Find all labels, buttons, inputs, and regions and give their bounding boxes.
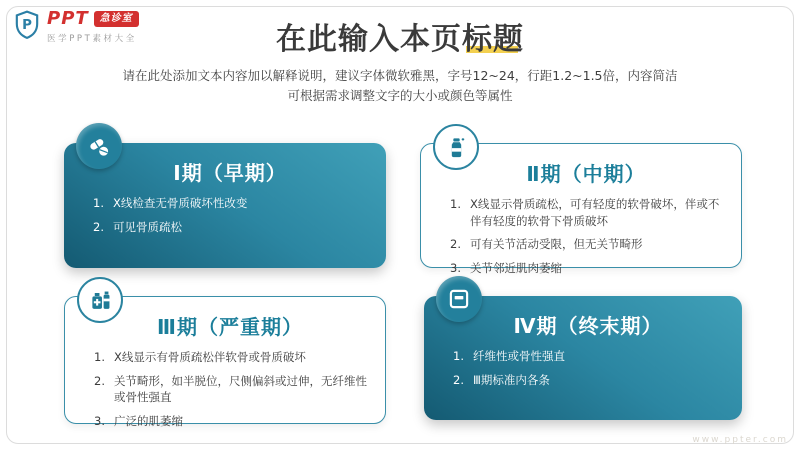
list-item: 可见骨质疏松 [113, 219, 182, 234]
list-item: 关节畸形，如半脱位，尺侧偏斜或过伸，无纤维性或骨性强直 [114, 373, 367, 405]
list-item: X线显示骨质疏松，可有轻度的软骨破坏，伴或不伴有轻度的软骨下骨质破坏 [470, 197, 720, 228]
card-item-list [91, 349, 369, 430]
medicine-bottles-icon [77, 277, 123, 323]
list-item: 纤维性或骨性强直 [473, 349, 565, 363]
page-title: 在此输入本页标题 [276, 22, 524, 57]
list-item: 广泛的肌萎缩 [114, 414, 183, 429]
stage-card-4 [424, 296, 742, 420]
medicine-bottle-icon [433, 124, 479, 170]
card-title: Ⅳ期（终末期） [513, 314, 663, 338]
subtitle-line-2: 可根据需求调整文字的大小或颜色等属性 [287, 88, 513, 103]
subtitle-line-1: 请在此处添加文本内容加以解释说明，建议字体微软雅黑，字号12~24，行距1.2~1.5倍，内容简洁 [122, 68, 678, 83]
stage-card-1 [64, 143, 386, 268]
list-item: Ⅲ期标准内各条 [473, 372, 550, 387]
watermark: www.ppter.com [692, 435, 788, 445]
pills-icon [76, 123, 122, 169]
page-subtitle [60, 66, 740, 106]
card-item-list [450, 348, 726, 388]
stage-card-3 [64, 296, 386, 429]
list-item: X线显示有骨质疏松伴软骨或骨质破坏 [114, 350, 306, 364]
pill-box-icon [436, 276, 482, 322]
logo-tagline: 医学PPT素材大全 [47, 34, 137, 44]
card-title: Ⅱ期（中期） [526, 162, 646, 186]
list-item: 关节邻近肌肉萎缩 [470, 261, 562, 276]
list-item: X线检查无骨质破坏性改变 [113, 196, 248, 210]
card-title: Ⅲ期（严重期） [157, 315, 303, 339]
logo-brand: PPT [47, 8, 89, 29]
card-item-list [90, 195, 370, 235]
card-title: Ⅰ期（早期） [173, 161, 287, 185]
svg-text:P: P [22, 17, 32, 33]
list-item: 可有关节活动受限，但无关节畸形 [470, 237, 643, 252]
stage-card-2 [420, 143, 742, 276]
logo-badge: 急诊室 [94, 11, 139, 27]
card-item-list [447, 196, 725, 277]
